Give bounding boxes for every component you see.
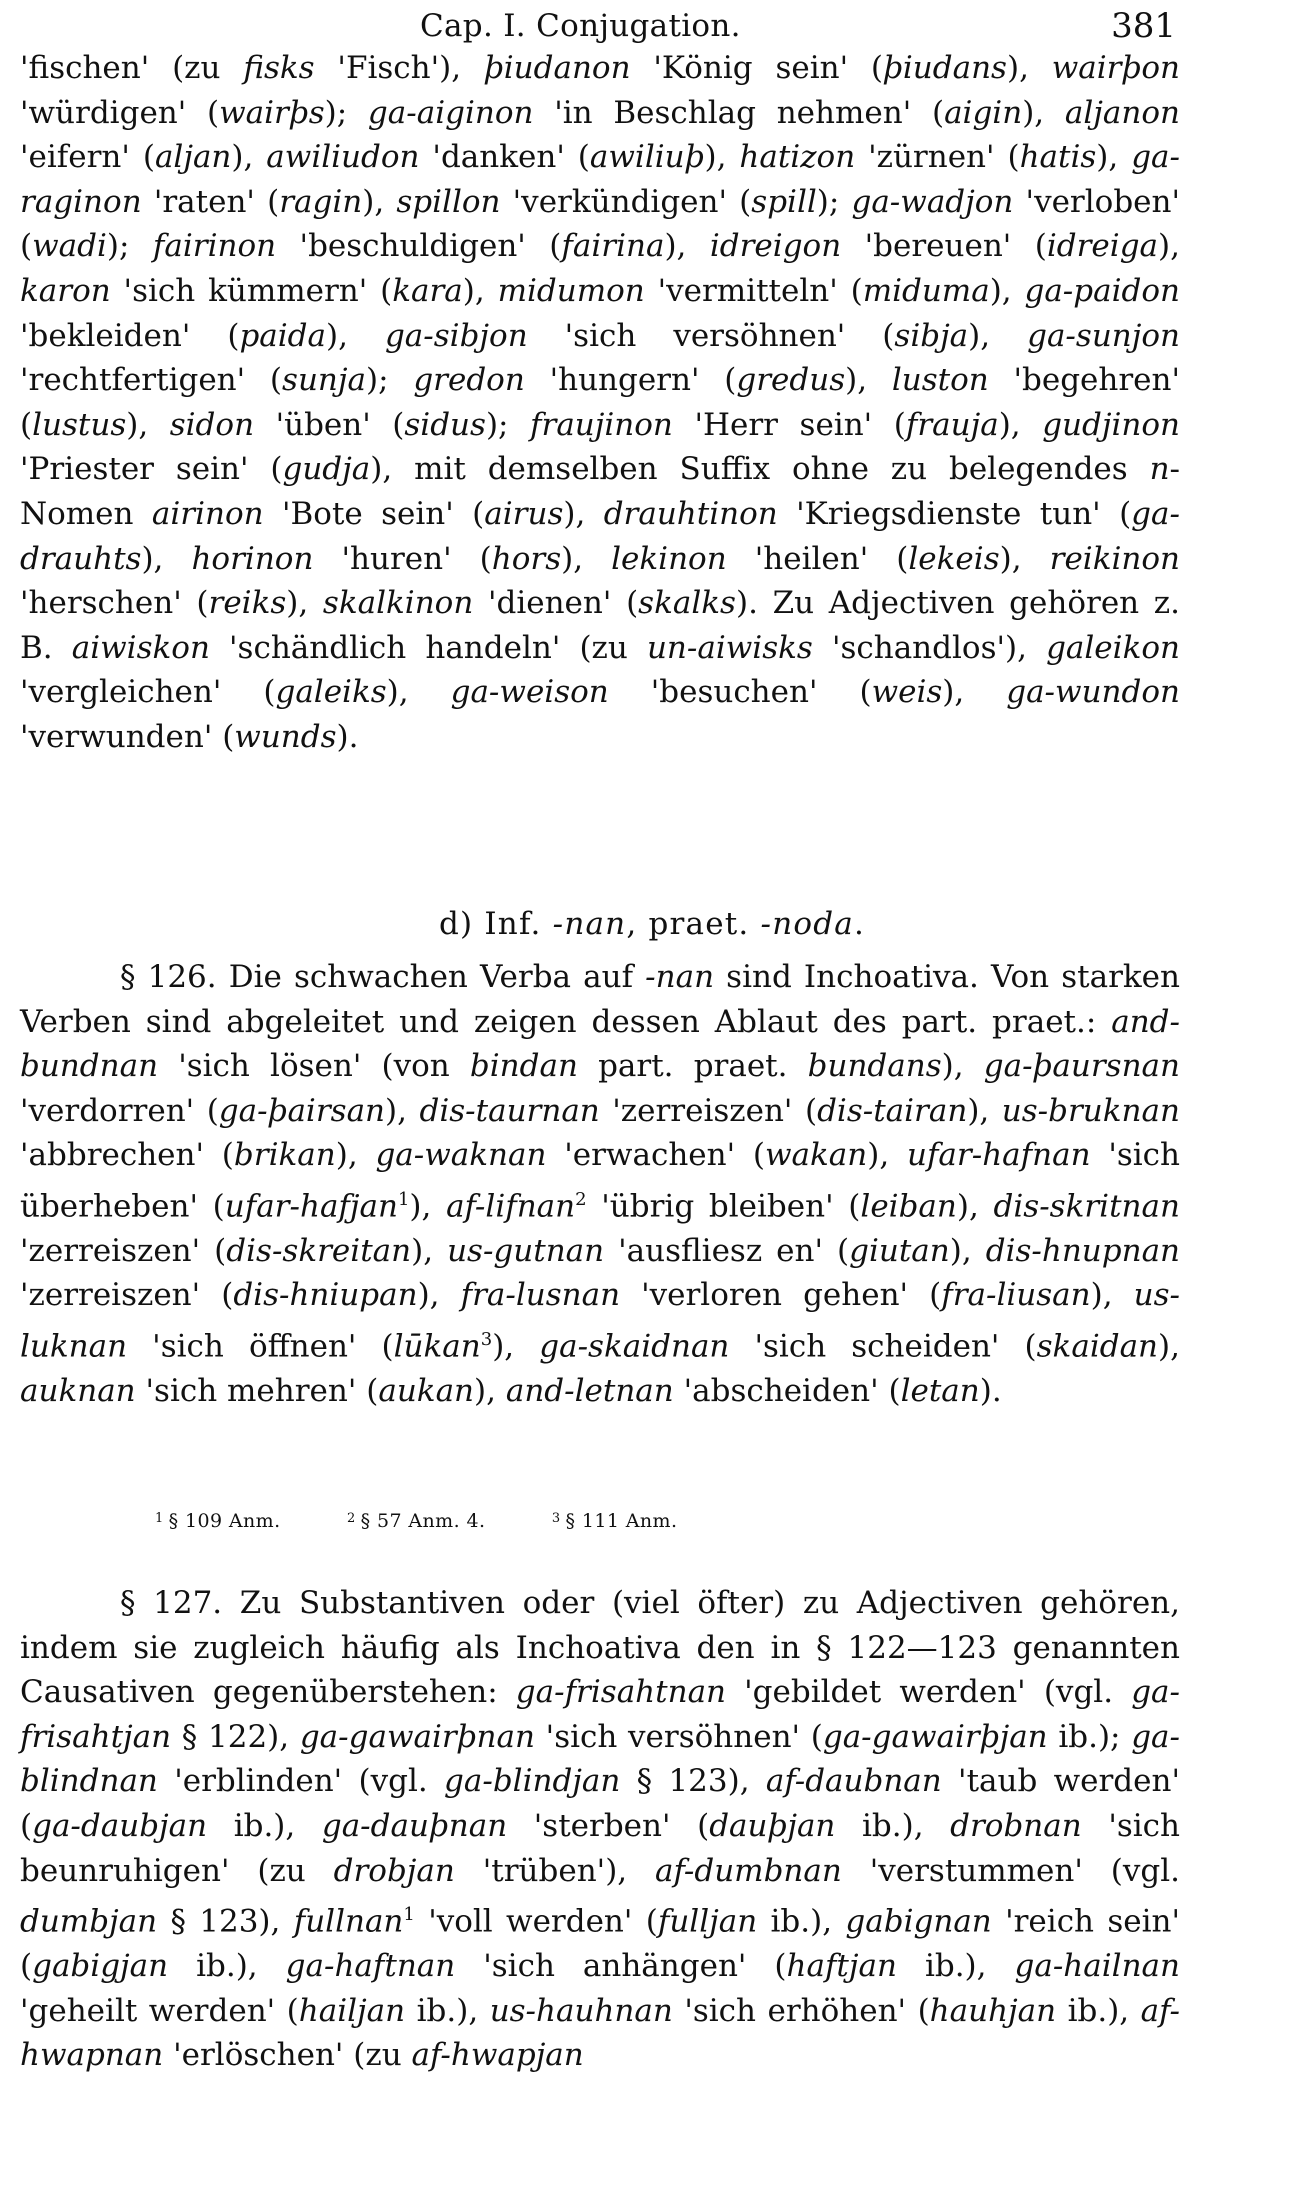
gothic-term: lekinon	[611, 540, 727, 577]
text-run: 'erblinden' (vgl.	[157, 1763, 445, 1800]
gothic-term: galeikon	[1046, 629, 1180, 666]
gothic-term: gredon	[413, 362, 525, 399]
gothic-term: horinon	[191, 540, 314, 577]
gothic-term: -nan	[645, 959, 715, 995]
text-run: 'taub werden' (	[20, 1763, 1180, 1844]
gothic-term: af-daubnan	[765, 1763, 942, 1800]
text-run: 'danken' (	[419, 139, 590, 176]
gothic-term: gabignan	[845, 1903, 992, 1940]
running-title: Cap. I. Conjugation.	[420, 8, 741, 44]
gothic-term: and-bundnan	[20, 1003, 1180, 1085]
gothic-term: hatis	[1019, 139, 1097, 176]
text-run: 'reich sein' (	[20, 1903, 1181, 1985]
text-run: ),	[561, 540, 612, 577]
text-run: 'Kriegsdienste tun' (	[777, 495, 1132, 532]
text-run: 'verkündigen' (	[500, 183, 752, 220]
text-run: ),	[1022, 94, 1065, 131]
text-run: 'Herr sein' (	[672, 406, 906, 443]
text-run: 'sich beunruhigen' (zu	[20, 1807, 1180, 1889]
text-run: ),	[362, 183, 397, 220]
gothic-term: idreigon	[709, 228, 842, 265]
footnote: $^3$ § 111 Anm.	[551, 1510, 678, 1532]
gothic-term: fra-liusan	[941, 1277, 1091, 1314]
gothic-term: hauhjan	[929, 1992, 1057, 2029]
text-run: ),	[385, 1092, 420, 1129]
gothic-term: ga-sibjon	[384, 317, 528, 354]
gothic-term: miduma	[862, 272, 990, 309]
text-run: ),	[1158, 228, 1180, 265]
text-run: § 123),	[620, 1763, 766, 1800]
gothic-term: fulljan	[657, 1903, 758, 1940]
text-run: ),	[998, 406, 1043, 443]
text-run: 'würdigen' (	[20, 94, 220, 131]
text-run: ),	[286, 585, 323, 622]
text-run: ib.);	[1047, 1718, 1132, 1755]
text-run: 'zerreiszen' (	[20, 1232, 227, 1269]
text-run: ib.),	[1056, 1992, 1141, 2029]
gothic-term: ga-gawairþjan	[822, 1718, 1048, 1755]
gothic-term: wairþon	[1051, 50, 1180, 86]
text-run: 'schandlos'),	[812, 629, 1047, 666]
gothic-term: sibja	[894, 317, 969, 354]
gothic-term: gudja	[282, 451, 371, 488]
text-run: 'beschuldigen' (	[276, 228, 562, 265]
text-run: 'abbrechen' (	[20, 1137, 234, 1174]
text-run: 'heilen' (	[726, 540, 909, 577]
gothic-term: reiks	[208, 585, 287, 622]
gothic-term: aljan	[154, 139, 232, 176]
gothic-term: galeiks	[275, 674, 387, 711]
gothic-term: gabigjan	[32, 1948, 169, 1985]
text-run: 'gebildet werden' (vgl.	[726, 1674, 1132, 1711]
text-run: );	[816, 183, 852, 220]
gothic-term: ga-dauþnan	[321, 1807, 508, 1844]
text-run: 'zürnen' (	[855, 139, 1020, 176]
gothic-term: karon	[20, 272, 111, 309]
paragraph-section-126	[20, 955, 1180, 1414]
text-run: ),	[704, 139, 740, 176]
text-run: 'fischen' (zu	[20, 50, 244, 86]
gothic-term: ga-wadjon	[851, 183, 1014, 220]
text-run: ),	[492, 1328, 540, 1365]
gothic-term: aigin	[944, 94, 1023, 131]
gothic-term: dis-tairan	[817, 1092, 968, 1129]
text-run: ),	[411, 1232, 448, 1269]
gothic-term: hailjan	[298, 1992, 406, 2029]
text-run: § 126. Die schwachen Verba auf	[120, 959, 646, 995]
text-run: ),	[942, 674, 1007, 711]
text-run: 'erwachen' (	[546, 1137, 765, 1174]
footnote-marker: 1	[397, 1188, 410, 1210]
text-run: 'sich versöhnen' (	[527, 317, 895, 354]
text-run: ),	[474, 1373, 506, 1409]
gothic-term: ufar-hafjan	[224, 1188, 398, 1225]
gothic-term: sunja	[282, 362, 366, 399]
gothic-term: ga-waknan	[375, 1137, 547, 1174]
text-run: § 123),	[157, 1903, 294, 1940]
text-run: 'verloren gehen' (	[620, 1277, 942, 1314]
text-run: 'Fisch'),	[314, 50, 484, 86]
gothic-term: luston	[891, 362, 989, 399]
text-run: ),	[989, 272, 1025, 309]
gothic-term: reikinon	[1049, 540, 1180, 577]
text-run: 'zerreiszen' (	[20, 1277, 234, 1314]
footnote-marker: 2	[575, 1188, 587, 1210]
gothic-term: fairina	[561, 228, 665, 265]
text-run: ib.),	[405, 1992, 490, 2029]
gothic-term: airus	[484, 495, 564, 532]
gothic-term: idreiga	[1046, 228, 1159, 265]
gothic-term: ga-þairsan	[218, 1092, 386, 1129]
text-run: 'voll werden' (	[414, 1903, 658, 1940]
text-run: ),	[1158, 1328, 1180, 1365]
text-run: 'huren' (	[313, 540, 492, 577]
text-run: );	[106, 228, 153, 265]
gothic-term: lūkan	[393, 1328, 481, 1365]
gothic-term: ragin	[279, 183, 363, 220]
gothic-term: wairþs	[219, 94, 325, 131]
subheading-praet: -noda	[760, 906, 854, 942]
gothic-term: ga-sunjon	[1027, 317, 1180, 354]
footnote: $^1$ § 109 Anm.	[155, 1510, 281, 1532]
gothic-term: weis	[871, 674, 943, 711]
text-run: sind Inchoativa. Von starken Verben sind abgeleitet und zeigen dessen Ablaut des part. praet.:	[20, 959, 1180, 1040]
gothic-term: dis-skritnan	[993, 1188, 1180, 1225]
text-run: 'begehren' (	[20, 362, 1181, 443]
gothic-term: skaidan	[1036, 1328, 1159, 1365]
text-run: ),	[967, 1092, 1002, 1129]
gothic-term: skalks	[638, 585, 736, 622]
text-run: ),	[867, 1137, 907, 1174]
gothic-term: midumon	[497, 272, 645, 309]
text-run: 'sich mehren' (	[135, 1373, 379, 1409]
text-run: ib.),	[896, 1948, 1015, 1985]
text-run: ),	[845, 362, 892, 399]
subheading-prefix: d) Inf.	[438, 906, 553, 942]
gothic-term: aukan	[378, 1373, 475, 1409]
paragraph-section-127	[20, 1581, 1180, 2078]
gothic-term: af-dumbnan	[655, 1852, 842, 1889]
gothic-term: wunds	[234, 718, 337, 755]
gothic-term: dauþjan	[709, 1807, 836, 1844]
gothic-term: giutan	[849, 1232, 950, 1269]
subheading-inf: -nan	[552, 906, 627, 942]
text-run: ).	[336, 718, 359, 755]
text-run: ib.),	[835, 1807, 951, 1844]
text-run: ib.),	[207, 1807, 322, 1844]
gothic-term: af-hwapnan	[20, 1992, 1180, 2074]
gothic-term: dumbjan	[20, 1903, 158, 1940]
text-run: ib.),	[757, 1903, 846, 1940]
text-run: ),	[949, 1232, 986, 1269]
text-run: 'Priester sein' (	[20, 451, 283, 488]
text-run: 'geheilt werden' (	[20, 1992, 299, 2029]
gothic-term: ga-skaidnan	[539, 1328, 730, 1365]
gothic-term: aiwiskon	[71, 629, 210, 666]
gothic-term: þiudanon	[483, 50, 631, 86]
gothic-term: hors	[491, 540, 562, 577]
text-run: ),	[231, 139, 267, 176]
text-run: );	[324, 94, 368, 131]
text-run: ).	[979, 1373, 1002, 1409]
gothic-term: ga-haftnan	[285, 1948, 456, 1985]
text-run: ),	[1096, 139, 1132, 176]
text-run: ), mit demselben Suffix ohne zu belegendes	[370, 451, 1150, 488]
gothic-term: wadi	[32, 228, 107, 265]
gothic-term: awiliudon	[266, 139, 420, 176]
subheading-mid: , praet.	[626, 906, 761, 942]
text-run: 'bekleiden' (	[20, 317, 240, 354]
text-run: 'schändlich handeln' (zu	[209, 629, 647, 666]
gothic-term: bindan	[469, 1048, 578, 1085]
gothic-term: ga-wundon	[1006, 674, 1180, 711]
gothic-term: lustus	[32, 406, 127, 443]
gothic-term: ga-aiginon	[367, 94, 534, 131]
gothic-term: dis-skreitan	[226, 1232, 412, 1269]
text-run: 'Bote sein' (	[263, 495, 485, 532]
footnote-marker: 1	[403, 1904, 415, 1926]
gothic-term: ga-þaursnan	[983, 1048, 1180, 1085]
text-run: 'bereuen' (	[841, 228, 1047, 265]
text-run: 'hungern' (	[524, 362, 737, 399]
gothic-term: fairinon	[152, 228, 277, 265]
text-run: 'besuchen' (	[608, 674, 872, 711]
text-run: 'in Beschlag nehmen' (	[533, 94, 945, 131]
gothic-term: us-luknan	[20, 1277, 1180, 1365]
text-run: 'herschen' (	[20, 585, 209, 622]
text-run: 'sich scheiden' (	[729, 1328, 1037, 1365]
gothic-term: ga-hailnan	[1014, 1948, 1180, 1985]
gothic-term: letan	[900, 1373, 980, 1409]
gothic-term: aljanon	[1064, 94, 1180, 131]
gothic-term: kara	[392, 272, 463, 309]
text-run: 'König sein' (	[630, 50, 884, 86]
text-run: -Nomen	[20, 451, 1181, 532]
text-run: ib.),	[168, 1948, 286, 1985]
text-run: § 127. Zu Substantiven oder (viel öfter) zu Adjectiven gehören, indem sie zugleich häufig als Inchoativa den in § 122—123 genannten Causativen gegenüberstehen:	[20, 1585, 1180, 1711]
text-run: 'sterben' (	[507, 1807, 710, 1844]
gothic-term: ga-frisahtjan	[20, 1674, 1180, 1755]
text-run: ). Zu Adjectiven gehören z. B.	[20, 585, 1180, 666]
gothic-term: af-lifnan	[446, 1188, 576, 1225]
text-run: 'zerreiszen' (	[599, 1092, 818, 1129]
gothic-term: ga-paidon	[1024, 272, 1180, 309]
text-run: );	[365, 362, 414, 399]
text-run: ),	[1006, 50, 1052, 86]
subheading-suffix: .	[853, 906, 866, 942]
gothic-term: af-hwapjan	[411, 2037, 584, 2074]
gothic-term: ufar-hafnan	[906, 1137, 1091, 1174]
text-run: ),	[462, 272, 498, 309]
text-run: 'eifern' (	[20, 139, 155, 176]
gothic-term: auknan	[20, 1373, 136, 1409]
gothic-term: fisks	[243, 50, 315, 86]
gothic-term: frauja	[905, 406, 999, 443]
gothic-term: brikan	[233, 1137, 336, 1174]
footnote: $^2$ § 57 Anm. 4.	[346, 1510, 486, 1532]
text-run: ),	[1090, 1277, 1134, 1314]
gothic-term: wakan	[765, 1137, 868, 1174]
text-run: 'rechtfertigen' (	[20, 362, 283, 399]
text-run: 'sich kümmern' (	[110, 272, 393, 309]
text-run: 'übrig bleiben' (	[586, 1188, 861, 1225]
gothic-term: drobjan	[333, 1852, 455, 1889]
gothic-term: fraujinon	[530, 406, 673, 443]
gothic-term: un-aiwisks	[646, 629, 813, 666]
text-run: 'verdorren' (	[20, 1092, 219, 1129]
gothic-term: ga-frisahtnan	[515, 1674, 727, 1711]
gothic-term: ga-daubjan	[32, 1807, 208, 1844]
text-run: 'trüben'),	[454, 1852, 656, 1889]
gothic-term: gudjinon	[1042, 406, 1180, 443]
gothic-term: fullnan	[293, 1903, 404, 1940]
gothic-term: sidus	[404, 406, 486, 443]
gothic-term: leiban	[860, 1188, 957, 1225]
text-run: 'sich erhöhen' (	[672, 1992, 930, 2029]
text-run: 'üben' (	[254, 406, 405, 443]
text-run: ),	[335, 1137, 376, 1174]
gothic-term: hatizon	[739, 139, 856, 176]
text-run: ),	[409, 1188, 447, 1225]
gothic-term: bundans	[807, 1048, 942, 1085]
text-run: 'sich lösen' (von	[158, 1048, 470, 1085]
text-run: 'sich versöhnen' (	[534, 1718, 823, 1755]
text-run: 'sich öffnen' (	[127, 1328, 394, 1365]
text-run: ),	[141, 540, 192, 577]
text-run: 'verstummen' (vgl.	[841, 1852, 1180, 1889]
gothic-term: sidon	[169, 406, 255, 443]
gothic-term: lekeis	[908, 540, 1000, 577]
gothic-term: ga-gawairþnan	[299, 1718, 535, 1755]
text-run: ),	[941, 1048, 984, 1085]
footnotes	[155, 1510, 737, 1532]
gothic-term: drauhtinon	[603, 495, 778, 532]
text-run: 'dienen' (	[473, 585, 639, 622]
text-run: ),	[968, 317, 1028, 354]
text-run: 'sich überheben' (	[20, 1137, 1181, 1225]
gothic-term: awiliuþ	[589, 139, 705, 176]
text-run: ),	[326, 317, 385, 354]
gothic-term: dis-taurnan	[419, 1092, 600, 1129]
page-number: 381	[1111, 6, 1176, 46]
gothic-term: ga-blindnan	[20, 1718, 1181, 1800]
gothic-term: skalkinon	[322, 585, 474, 622]
gothic-term: ga-raginon	[20, 139, 1180, 220]
gothic-term: dis-hniupan	[233, 1277, 418, 1314]
footnote-marker: 3	[480, 1329, 493, 1351]
text-run: 'verloben' (	[20, 183, 1181, 265]
text-run: ),	[563, 495, 604, 532]
gothic-term: and-letnan	[505, 1373, 674, 1409]
paragraph-continuation	[20, 46, 1180, 760]
text-run: 'sich anhängen' (	[455, 1948, 787, 1985]
gothic-term: haftjan	[786, 1948, 897, 1985]
gothic-term: paida	[239, 317, 327, 354]
text-run: 'verwunden' (	[20, 718, 235, 755]
gothic-term: dis-hnupnan	[985, 1232, 1181, 1269]
text-run: ),	[417, 1277, 461, 1314]
text-run: 'raten' (	[141, 183, 280, 220]
text-run: 'vermitteln' (	[644, 272, 863, 309]
gothic-term: us-bruknan	[1001, 1092, 1180, 1129]
gothic-term: drobnan	[950, 1807, 1082, 1844]
gothic-term: spillon	[396, 183, 501, 220]
gothic-term: spill	[751, 183, 817, 220]
gothic-term: n	[1149, 451, 1170, 488]
gothic-term: ga-blindjan	[444, 1763, 621, 1800]
gothic-term: us-gutnan	[447, 1232, 605, 1269]
text-run: ),	[126, 406, 170, 443]
text-run: part. praet.	[577, 1048, 808, 1085]
gothic-term: fra-lusnan	[460, 1277, 621, 1314]
text-run: ),	[386, 674, 451, 711]
text-run: 'vergleichen' (	[20, 674, 276, 711]
text-run: ),	[956, 1188, 994, 1225]
gothic-term: airinon	[151, 495, 264, 532]
text-run: § 122),	[171, 1718, 300, 1755]
gothic-term: þiudans	[883, 50, 1007, 86]
text-run: 'ausfliesz en' (	[604, 1232, 850, 1269]
text-run: 'erlöschen' (zu	[163, 2037, 412, 2074]
text-run: ),	[664, 228, 710, 265]
gothic-term: gredus	[736, 362, 846, 399]
text-run: ),	[999, 540, 1050, 577]
section-subheading	[0, 906, 1304, 942]
gothic-term: ga-weison	[450, 674, 609, 711]
text-run: );	[485, 406, 531, 443]
text-run: 'abscheiden' (	[673, 1373, 901, 1409]
gothic-term: ga-drauhts	[20, 495, 1180, 577]
gothic-term: us-hauhnan	[489, 1992, 673, 2029]
